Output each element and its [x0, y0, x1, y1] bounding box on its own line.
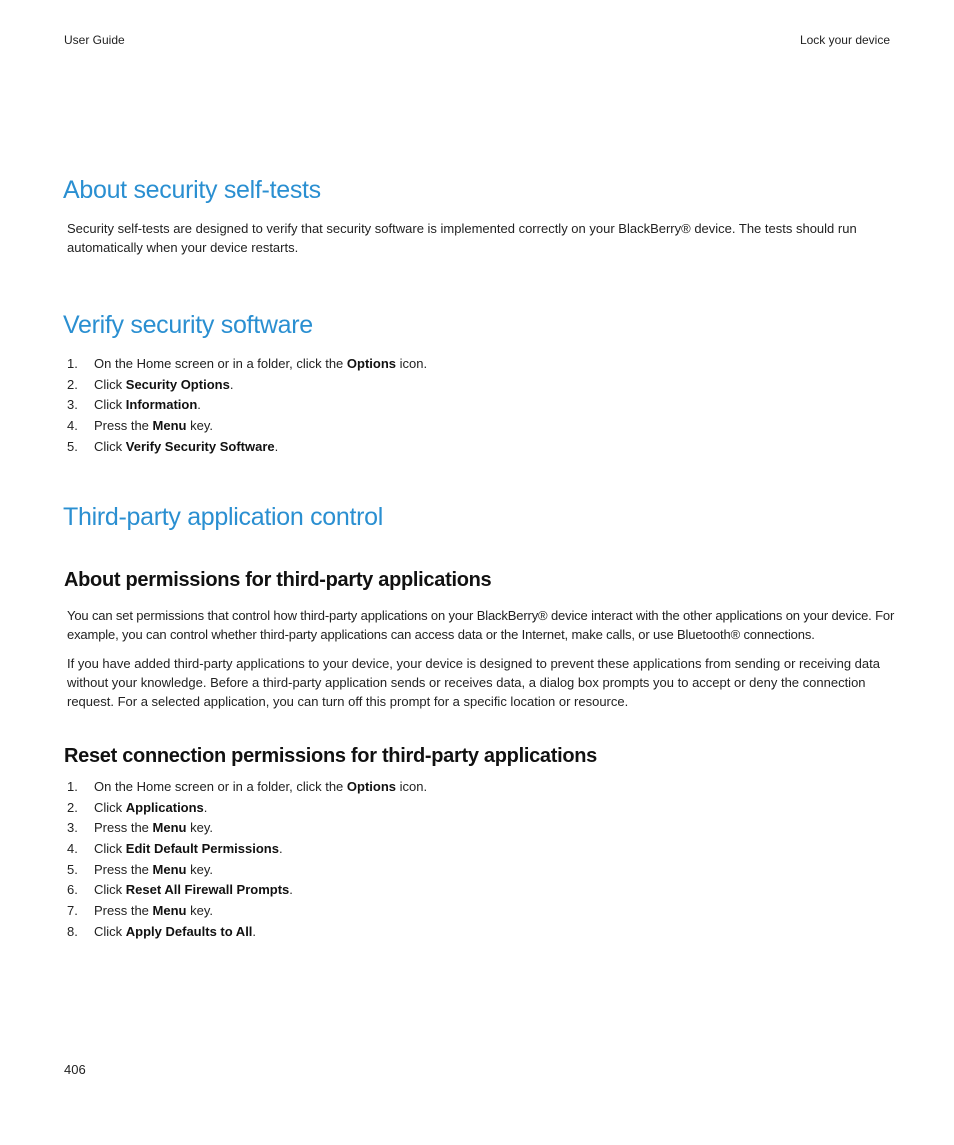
step-bold-term: Reset All Firewall Prompts	[125, 882, 290, 898]
step-text-end: .	[252, 923, 257, 939]
step-number: 2.	[67, 799, 78, 815]
step-number: 6.	[67, 882, 78, 898]
list-item	[67, 375, 427, 396]
step-text: Click	[94, 923, 126, 939]
list-item	[67, 777, 427, 798]
list-item	[67, 416, 427, 437]
step-number: 4.	[67, 418, 78, 434]
list-item	[67, 354, 427, 375]
step-bold-term: Menu	[152, 418, 187, 434]
step-bold-term: Options	[346, 356, 397, 371]
step-bold-term: Verify Security Software	[125, 438, 275, 454]
step-number: 4.	[67, 841, 78, 857]
list-item	[67, 860, 427, 881]
heading-third-party-application-control: Third-party application control	[63, 503, 384, 531]
step-bold-term: Edit Default Permissions	[125, 841, 279, 857]
step-bold-term: Applications	[125, 799, 204, 815]
step-text-end: key.	[186, 820, 213, 836]
step-text: Press the	[94, 903, 153, 919]
step-text-end: .	[274, 438, 279, 454]
running-header-right: Lock your device	[799, 33, 890, 47]
step-text: Click	[94, 438, 126, 454]
list-item	[67, 922, 427, 943]
reset-steps-list	[67, 777, 427, 943]
step-text-end: .	[278, 841, 283, 857]
step-number: 5.	[67, 438, 78, 454]
heading-verify-security-software: Verify security software	[63, 311, 313, 339]
step-number: 3.	[67, 820, 78, 836]
step-text: Click	[94, 376, 126, 392]
list-item	[67, 798, 427, 819]
step-number: 1.	[67, 779, 78, 794]
page-number: 406	[64, 1062, 86, 1077]
list-item	[67, 839, 427, 860]
step-text-end: icon.	[396, 356, 428, 371]
permissions-paragraph-2: If you have added third-party applications to your device, your device is designed to prevent these applications from sending or receiving data without your knowledge. Before a third-party application sends or receives data, a dialog box prompts you to accept or deny the connection request. For a selected application, you can turn off this prompt for a specific location or resource.	[67, 656, 880, 709]
step-number: 8.	[67, 923, 78, 939]
list-item	[67, 395, 427, 416]
step-bold-term: Information	[125, 397, 198, 413]
step-text: Click	[94, 397, 126, 413]
running-header-left: User Guide	[64, 33, 125, 47]
step-text-end: key.	[186, 861, 213, 877]
step-text: Press the	[94, 820, 153, 836]
step-bold-term: Security Options	[125, 376, 230, 392]
step-bold-term: Menu	[152, 820, 187, 836]
step-number: 7.	[67, 903, 78, 919]
step-text-end: .	[229, 376, 234, 392]
step-bold-term: Apply Defaults to All	[125, 923, 253, 939]
step-text: On the Home screen or in a folder, click the	[94, 356, 347, 371]
step-text-end: icon.	[396, 779, 428, 794]
step-text-end: .	[289, 882, 293, 898]
step-text: Click	[94, 882, 126, 898]
permissions-paragraph-1: You can set permissions that control how third-party applications on your BlackBerry® device interact with the other applications on your device. For example, you can control whether third-party applications can access data or the Internet, make calls, or use Bluetooth® connections.	[67, 608, 895, 642]
step-number: 5.	[67, 861, 78, 877]
list-item	[67, 437, 427, 458]
heading-about-permissions: About permissions for third-party applications	[64, 569, 492, 591]
list-item	[67, 818, 427, 839]
step-text-end: key.	[186, 903, 213, 919]
step-text-end: .	[197, 397, 201, 413]
heading-reset-connection-permissions: Reset connection permissions for third-party applications	[64, 745, 597, 767]
list-item	[67, 901, 427, 922]
step-bold-term: Menu	[152, 861, 187, 877]
verify-steps-list	[67, 354, 427, 457]
step-text: Click	[94, 841, 126, 857]
step-text: On the Home screen or in a folder, click the	[94, 779, 347, 794]
heading-about-security-self-tests: About security self-tests	[63, 176, 321, 204]
self-tests-paragraph: Security self-tests are designed to verify that security software is implemented correctly on your BlackBerry® device. The tests should run automatically when your device restarts.	[67, 221, 857, 255]
step-bold-term: Options	[346, 779, 397, 794]
step-number: 3.	[67, 397, 78, 413]
step-text-end: .	[203, 799, 208, 815]
step-text: Click	[94, 799, 126, 815]
step-bold-term: Menu	[152, 903, 187, 919]
step-text: Press the	[94, 418, 153, 434]
step-text-end: key.	[186, 418, 213, 434]
step-number: 2.	[67, 376, 78, 392]
step-text: Press the	[94, 861, 153, 877]
list-item	[67, 880, 427, 901]
step-number: 1.	[67, 356, 78, 371]
